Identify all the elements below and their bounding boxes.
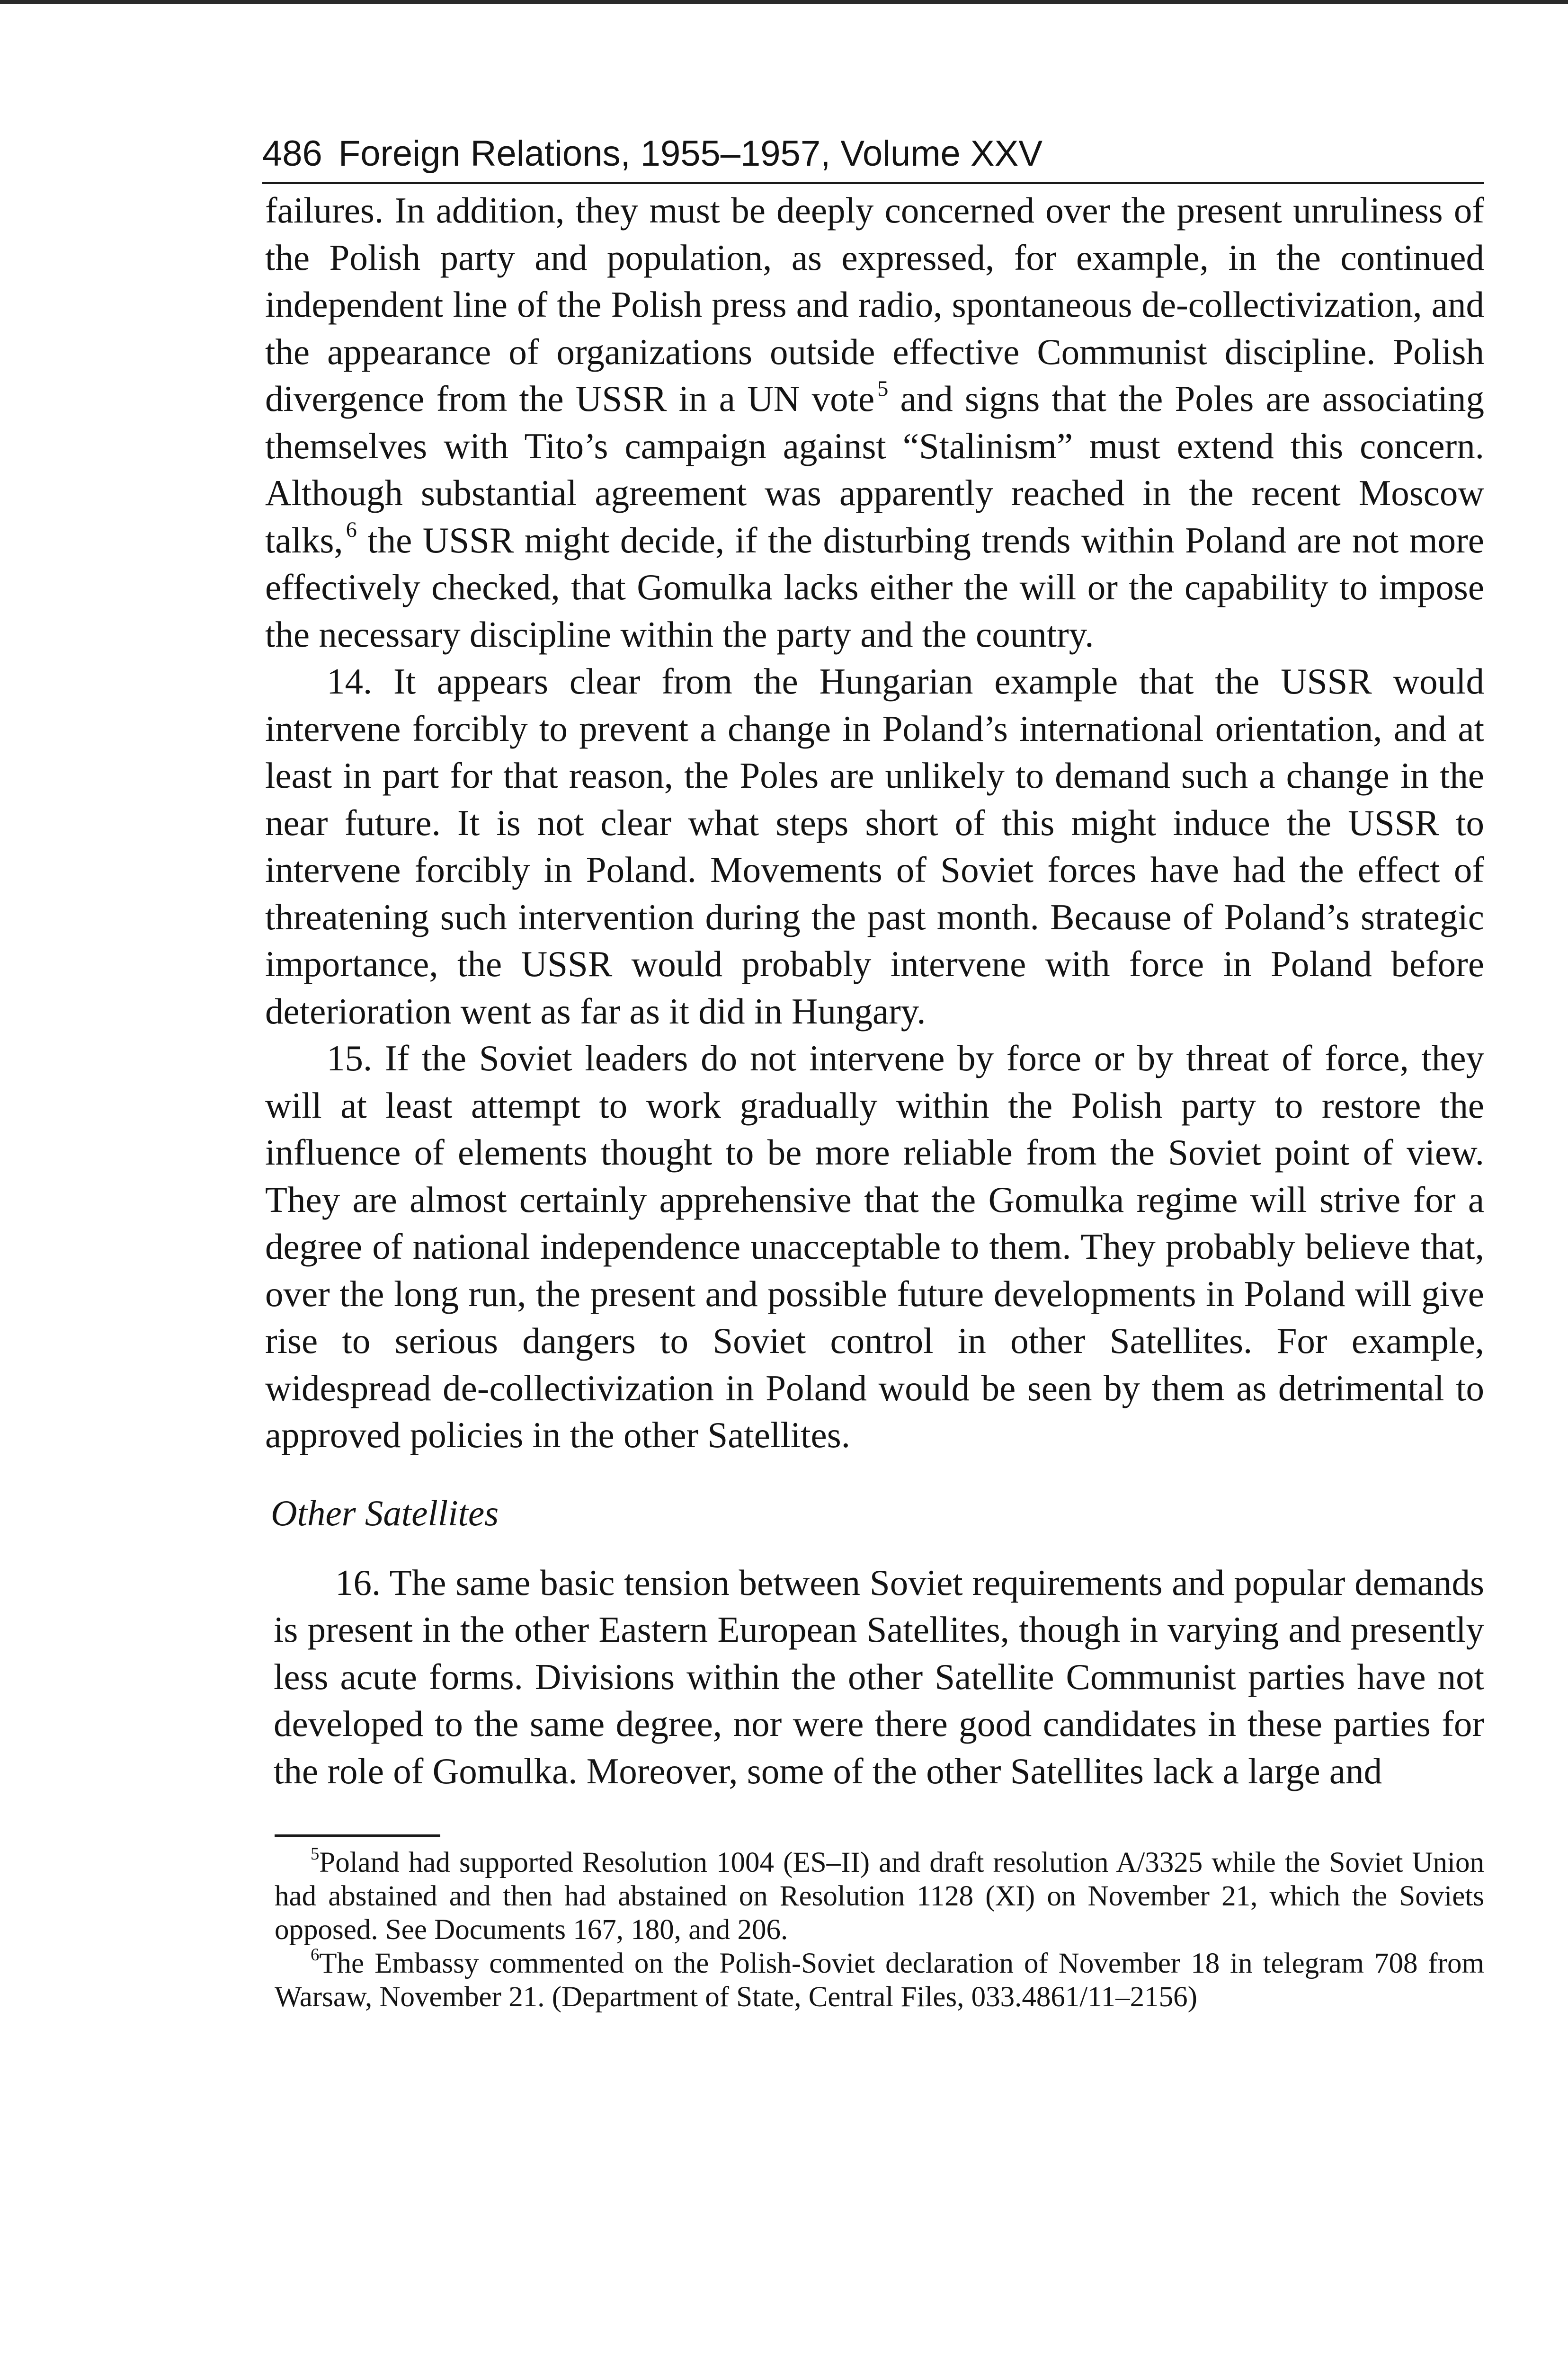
document-page: [262, 128, 1484, 2014]
main-text-continued: [274, 1559, 1484, 1795]
section-heading: Other Satellites: [271, 1492, 499, 1533]
footnote-text: Poland had supported Resolution 1004 (ES–II) and draft resolution A/3325 while the Soviet Union had abstained and then had abstained on Resolution 1128 (XI) on November 21, which the Soviets opposed. See Documents 167, 180, and 206.: [275, 1847, 1484, 1946]
p13-text-start: failures. In addition, they must be deeply concerned over the present unruliness of the Polish party and population, as expressed, for example, in the continued independent line of the Polish press and radio, spontaneous de-collectivization, and the appearance of organizations outside effective Communist discipline. Polish divergence from the USSR in a UN vote: [265, 190, 1484, 419]
running-header: [262, 128, 1484, 184]
scan-edge: [0, 0, 1568, 4]
volume-title: Foreign Relations, 1955–1957, Volume XXV: [338, 133, 1043, 174]
footnote-ref-5: 5: [877, 376, 889, 400]
paragraph-15: 15. If the Soviet leaders do not intervene by force or by threat of force, they will at least attempt to work gradually within the Polish party to restore the influence of elements thought to be more reliable from the Soviet point of view. They are almost certainly apprehensive that the Gomulka regime will strive for a degree of national independence unacceptable to them. They probably believe that, over the long run, the present and possible future developments in Poland will give rise to serious dangers to Soviet control in other Satellites. For example, widespread de-collectivization in Poland would be seen by them as detrimental to approved policies in the other Satellites.: [265, 1038, 1484, 1455]
footnote-marker: 6: [311, 1945, 320, 1965]
footnote-divider: [275, 1834, 440, 1837]
paragraph-13-continued: [265, 187, 1484, 658]
paragraph-16: 16. The same basic tension between Soviet requirements and popular demands is present in the other Eastern European Satellites, though in varying and presently less acute forms. Divisions within the other Satellite Communist parties have not developed to the same degree, nor were there good candidates in these parties for the role of Gomulka. Moreover, some of the other Satellites lack a large and: [274, 1562, 1484, 1791]
footnote-text: The Embassy commented on the Polish-Soviet declaration of November 18 in telegram 708 from Warsaw, November 21. (Department of State, Central Files, 033.4861/11–2156): [275, 1948, 1484, 2013]
footnote-5: [275, 1846, 1484, 1947]
footnote-marker: 5: [311, 1844, 320, 1864]
footnote-6: [275, 1947, 1484, 2014]
footnote-ref-6: 6: [346, 517, 357, 542]
p13-text-middle: and signs that the Poles are associating themselves with Tito’s campaign against “Stalinism” must extend this concern. Although substantial agreement was apparently reached in the recent Moscow talks,: [265, 378, 1484, 561]
footnotes: [275, 1846, 1484, 2014]
paragraph-14: 14. It appears clear from the Hungarian example that the USSR would intervene forcibly to prevent a change in Poland’s international orientation, and at least in part for that reason, the Poles are unlikely to demand such a change in the near future. It is not clear what steps short of this might induce the USSR to intervene forcibly in Poland. Movements of Soviet forces have had the effect of threatening such intervention during the past month. Because of Poland’s strategic importance, the USSR would probably intervene with force in Poland before deterioration went as far as it did in Hungary.: [265, 661, 1484, 1032]
main-text: [265, 187, 1484, 1459]
p13-text-end: the USSR might decide, if the disturbing trends within Poland are not more effectively checked, that Gomulka lacks either the will or the capability to impose the necessary discipline within the party and the country.: [265, 519, 1484, 655]
page-number: 486: [262, 133, 322, 174]
